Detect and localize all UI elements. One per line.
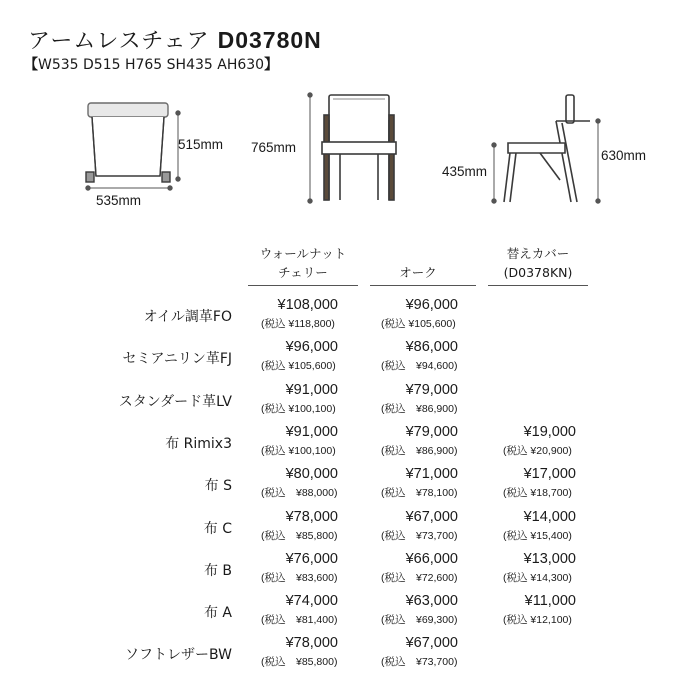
side-view-drawing bbox=[504, 95, 590, 202]
row-label: ソフトレザーBW bbox=[125, 647, 232, 664]
price-walnut-cherry: ¥76,000 bbox=[285, 550, 338, 567]
tax-cover: (税込 ¥18,700) bbox=[503, 487, 572, 500]
tax-oak: (税込 ¥73,700) bbox=[381, 656, 458, 669]
bracket-close: 】 bbox=[264, 57, 279, 73]
header-cover-code: (D0378KN) bbox=[503, 265, 573, 280]
price-walnut-cherry: ¥78,000 bbox=[285, 635, 338, 652]
front-view-dim bbox=[308, 93, 312, 203]
price-walnut-cherry: ¥78,000 bbox=[285, 508, 338, 525]
row-label: 布 A bbox=[203, 605, 232, 622]
header-divider-wc bbox=[248, 285, 358, 286]
row-label: 布 Rimix3 bbox=[165, 435, 232, 452]
header-walnut-label: ウォールナット bbox=[259, 246, 347, 261]
tax-oak: (税込 ¥73,700) bbox=[381, 529, 458, 542]
row-label: オイル調革FO bbox=[143, 309, 232, 325]
tax-walnut-cherry: (税込 ¥85,800) bbox=[261, 656, 338, 669]
arm-height-label: 630mm bbox=[601, 148, 647, 163]
tax-cover: (税込 ¥14,300) bbox=[503, 571, 572, 584]
row-label: 布 B bbox=[203, 562, 232, 579]
price-oak: ¥86,000 bbox=[405, 339, 458, 356]
price-oak: ¥66,000 bbox=[405, 550, 458, 567]
tax-walnut-cherry: (税込 ¥81,400) bbox=[261, 614, 338, 627]
bracket-open: 【 bbox=[24, 57, 38, 73]
header-divider-oak bbox=[370, 285, 476, 286]
price-walnut-cherry: ¥96,000 bbox=[285, 339, 338, 356]
tax-cover: (税込 ¥12,100) bbox=[503, 614, 572, 627]
tax-walnut-cherry: (税込 ¥105,600) bbox=[261, 360, 336, 373]
tax-walnut-cherry: (税込 ¥100,100) bbox=[261, 444, 336, 457]
price-oak: ¥67,000 bbox=[405, 508, 458, 525]
seat-height-label: 435mm bbox=[442, 164, 488, 179]
price-cover: ¥17,000 bbox=[523, 466, 576, 483]
tax-oak: (税込 ¥105,600) bbox=[381, 318, 456, 330]
price-cover: ¥11,000 bbox=[524, 593, 576, 610]
tax-walnut-cherry: (税込 ¥85,800) bbox=[261, 529, 338, 542]
price-walnut-cherry: ¥80,000 bbox=[285, 466, 338, 483]
price-walnut-cherry: ¥91,000 bbox=[285, 381, 338, 398]
product-code: D03780N bbox=[217, 27, 322, 53]
price-walnut-cherry: ¥91,000 bbox=[285, 423, 338, 440]
front-view-drawing bbox=[322, 95, 396, 200]
header-cover bbox=[488, 244, 588, 282]
row-label: 布 C bbox=[203, 520, 232, 537]
chair-drawings bbox=[0, 80, 700, 220]
price-walnut-cherry: ¥108,000 bbox=[277, 297, 338, 313]
price-walnut-cherry: ¥74,000 bbox=[285, 593, 338, 610]
tax-oak: (税込 ¥94,600) bbox=[381, 360, 458, 373]
price-cover: ¥19,000 bbox=[523, 423, 576, 440]
row-label: セミアニリン革FJ bbox=[122, 351, 232, 368]
header-cherry-label: チェリー bbox=[278, 265, 328, 280]
top-view-drawing bbox=[86, 103, 170, 182]
price-oak: ¥71,000 bbox=[405, 466, 458, 483]
height-label: 765mm bbox=[251, 140, 297, 155]
header-oak-label: オーク bbox=[399, 265, 437, 280]
tax-oak: (税込 ¥72,600) bbox=[381, 571, 458, 584]
dimension-summary bbox=[24, 54, 278, 74]
price-oak: ¥67,000 bbox=[405, 635, 458, 652]
price-cover: ¥14,000 bbox=[523, 508, 576, 525]
tax-walnut-cherry: (税込 ¥88,000) bbox=[261, 487, 338, 500]
header-oak bbox=[363, 263, 473, 282]
tax-walnut-cherry: (税込 ¥83,600) bbox=[261, 571, 338, 584]
header-walnut-cherry bbox=[248, 244, 358, 282]
tax-cover: (税込 ¥20,900) bbox=[503, 444, 572, 457]
dimension-values: W535 D515 H765 SH435 AH630 bbox=[38, 57, 265, 73]
tax-oak: (税込 ¥69,300) bbox=[381, 614, 458, 627]
price-cover: ¥13,000 bbox=[523, 550, 576, 567]
tax-oak: (税込 ¥78,100) bbox=[381, 487, 458, 500]
width-label: 535mm bbox=[96, 193, 142, 208]
price-oak: ¥79,000 bbox=[405, 423, 458, 440]
row-label: 布 S bbox=[204, 478, 232, 495]
price-oak: ¥63,000 bbox=[405, 593, 458, 610]
header-cover-label: 替えカバー bbox=[506, 246, 570, 261]
depth-label: 515mm bbox=[178, 137, 224, 152]
product-name: アームレスチェア bbox=[28, 29, 210, 54]
tax-oak: (税込 ¥86,900) bbox=[381, 402, 458, 415]
price-oak: ¥79,000 bbox=[405, 381, 458, 398]
header-divider-cover bbox=[488, 285, 588, 286]
tax-cover: (税込 ¥15,400) bbox=[503, 529, 572, 542]
tax-walnut-cherry: (税込 ¥118,800) bbox=[261, 318, 335, 330]
tax-walnut-cherry: (税込 ¥100,100) bbox=[261, 402, 336, 415]
price-oak: ¥96,000 bbox=[405, 297, 458, 313]
row-label: スタンダード革LV bbox=[118, 393, 232, 410]
page-title bbox=[28, 24, 322, 55]
tax-oak: (税込 ¥86,900) bbox=[381, 444, 458, 457]
